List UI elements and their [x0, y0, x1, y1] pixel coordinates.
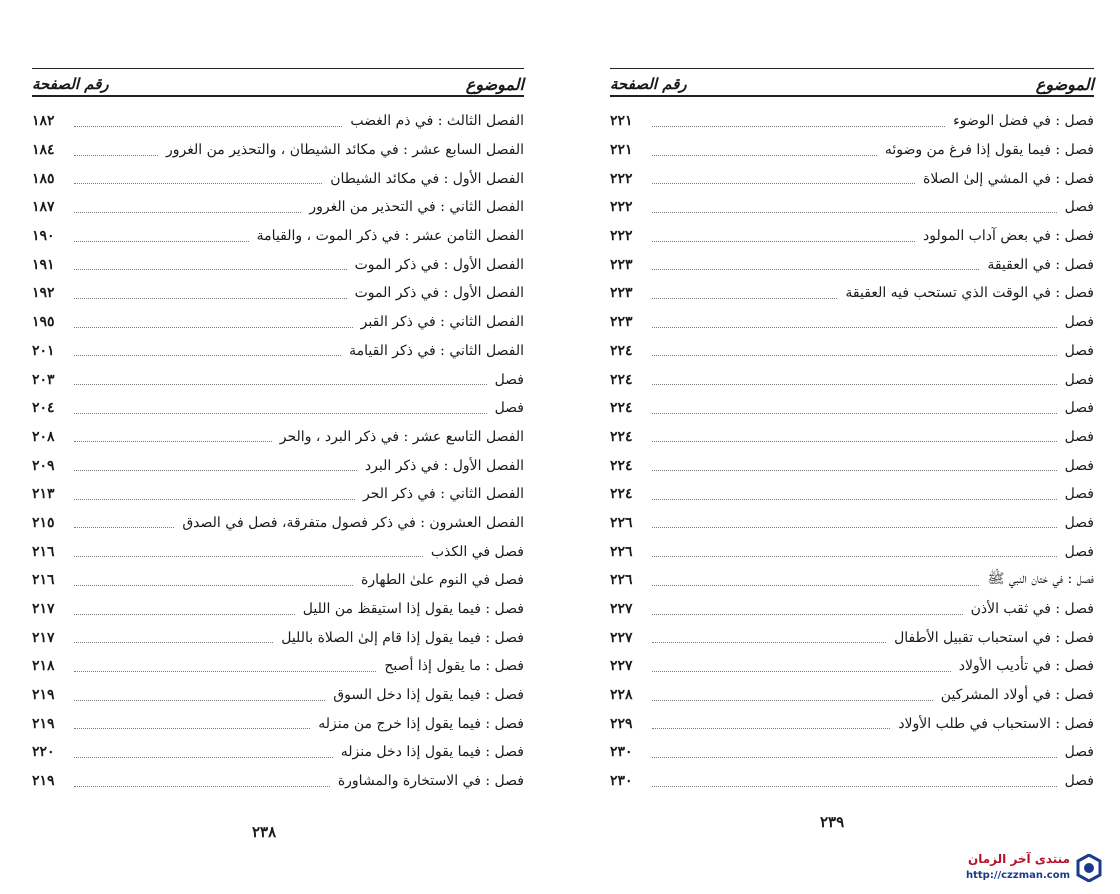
toc-entry[interactable]	[32, 509, 524, 538]
dot-leader	[74, 556, 423, 557]
toc-entry[interactable]	[610, 595, 1094, 624]
entry-page-number: ٢٢٣	[610, 256, 633, 273]
dot-leader	[652, 269, 979, 270]
toc-entry[interactable]	[32, 652, 524, 681]
dot-leader	[74, 700, 325, 701]
entry-title: فصل : ما يقول إذا أصبح	[384, 658, 524, 675]
dot-leader	[652, 413, 1057, 414]
toc-entry[interactable]	[610, 337, 1094, 366]
toc-entry[interactable]	[32, 308, 524, 337]
entry-page-number: ٢٢٢	[610, 228, 633, 245]
page-number-left: ٢٣٨	[252, 823, 277, 841]
header-page-label: رقم الصفحة	[32, 75, 109, 93]
entry-title: الفصل الأول : في ذكر الموت	[354, 285, 524, 302]
dot-leader	[74, 499, 355, 500]
toc-entry[interactable]	[32, 595, 524, 624]
entry-page-number: ٢١٥	[32, 514, 55, 531]
dot-leader	[652, 126, 945, 127]
entry-page-number: ٢٢١	[610, 142, 633, 159]
dot-leader	[74, 642, 273, 643]
entry-page-number: ٢١٩	[32, 773, 55, 790]
dot-leader	[74, 413, 487, 414]
entry-title: الفصل التاسع عشر : في ذكر البرد ، والحر	[279, 428, 524, 445]
entry-page-number: ٢١٨	[32, 658, 55, 675]
entry-page-number: ٢١٦	[32, 572, 55, 589]
toc-entry[interactable]	[32, 365, 524, 394]
toc-entry[interactable]	[32, 164, 524, 193]
dot-leader	[652, 441, 1057, 442]
toc-entry[interactable]	[610, 365, 1094, 394]
entry-title: فصل	[1064, 543, 1094, 560]
entry-title: فصل	[1064, 457, 1094, 474]
entry-title: فصل	[494, 371, 524, 388]
dot-leader	[652, 757, 1057, 758]
toc-entry[interactable]	[32, 136, 524, 165]
dot-leader	[652, 700, 933, 701]
toc-entry[interactable]	[32, 537, 524, 566]
entry-page-number: ٢٢٤	[610, 486, 633, 503]
entry-page-number: ٢٢٤	[610, 400, 633, 417]
entry-page-number: ١٩٢	[32, 285, 55, 302]
dot-leader	[74, 527, 174, 528]
forum-watermark[interactable]	[948, 851, 1108, 887]
header-topic-label: الموضوع	[465, 75, 524, 94]
entry-page-number: ١٨٢	[32, 113, 55, 130]
entry-title: فصل : في ثقب الأذن	[970, 601, 1094, 618]
entry-page-number: ١٨٤	[32, 142, 55, 159]
dot-leader	[74, 126, 342, 127]
entry-title: فصل : فيما يقول إذا دخل منزله	[340, 744, 524, 761]
dot-leader	[74, 355, 341, 356]
entry-page-number: ٢٠٩	[32, 457, 55, 474]
dot-leader	[652, 384, 1057, 385]
toc-entry[interactable]	[32, 767, 524, 796]
entry-page-number: ١٨٧	[32, 199, 55, 216]
entry-page-number: ٢٢٢	[610, 170, 633, 187]
entry-page-number: ٢١٩	[32, 715, 55, 732]
entry-title: فصل : فيما يقول إذا دخل السوق	[333, 687, 524, 704]
entry-title: فصل	[1064, 400, 1094, 417]
entry-page-number: ١٩١	[32, 256, 55, 273]
forum-logo-icon	[1076, 854, 1102, 882]
entry-page-number: ٢١٦	[32, 543, 55, 560]
entry-title: فصل	[1064, 371, 1094, 388]
entry-page-number: ١٨٥	[32, 170, 55, 187]
entry-title: فصل : في تأديب الأولاد	[958, 658, 1094, 675]
entry-title: فصل : في المشي إلىٰ الصلاة	[923, 170, 1094, 187]
entry-page-number: ٢٢١	[610, 113, 633, 130]
entry-title: فصل	[1064, 744, 1094, 761]
entry-title: الفصل السابع عشر : في مكائد الشيطان ، والتحذير من الغرور	[165, 142, 524, 159]
toc-entry[interactable]	[610, 451, 1094, 480]
header-top-rule	[32, 68, 524, 69]
dot-leader	[652, 470, 1057, 471]
entry-title: فصل : فيما يقول إذا استيقظ من الليل	[302, 601, 524, 618]
entry-title: فصل : في أولاد المشركين	[940, 687, 1094, 704]
dot-leader	[74, 384, 487, 385]
entry-page-number: ٢٢٣	[610, 285, 633, 302]
entry-title: فصل : في فضل الوضوء	[953, 113, 1094, 130]
entry-title: فصل	[1064, 314, 1094, 331]
header-page-label: رقم الصفحة	[610, 75, 687, 93]
entry-page-number: ٢٢٤	[610, 457, 633, 474]
entry-title: فصل : في الاستخارة والمشاورة	[337, 773, 524, 790]
toc-entries	[610, 107, 1094, 796]
toc-entry[interactable]	[610, 623, 1094, 652]
toc-entry[interactable]	[32, 480, 524, 509]
entry-title: فصل : في العقيقة	[987, 256, 1094, 273]
toc-entry[interactable]	[610, 164, 1094, 193]
toc-entry[interactable]	[610, 193, 1094, 222]
dot-leader	[74, 614, 295, 615]
entry-title: الفصل الأول : في ذكر البرد	[364, 457, 524, 474]
entry-title: فصل : فيما يقول إذا خرج من منزله	[318, 715, 524, 732]
toc-entry[interactable]	[610, 652, 1094, 681]
dot-leader	[652, 298, 837, 299]
entry-title: فصل	[1064, 199, 1094, 216]
dot-leader	[74, 470, 357, 471]
dot-leader	[652, 527, 1057, 528]
toc-entry[interactable]	[32, 337, 524, 366]
toc-entry[interactable]	[32, 107, 524, 136]
entry-page-number: ٢١٩	[32, 687, 55, 704]
dot-leader	[74, 212, 301, 213]
entry-title: الفصل الأول : في مكائد الشيطان	[330, 170, 524, 187]
toc-entry[interactable]	[32, 566, 524, 595]
dot-leader	[652, 355, 1057, 356]
entry-page-number: ٢٢٧	[610, 601, 633, 618]
toc-entry[interactable]	[610, 537, 1094, 566]
toc-entry[interactable]	[610, 738, 1094, 767]
toc-entry[interactable]	[610, 107, 1094, 136]
entry-page-number: ٢٢٤	[610, 342, 633, 359]
entry-page-number: ٢٢٤	[610, 371, 633, 388]
dot-leader	[74, 786, 330, 787]
entry-title: فصل : في استحباب تقبيل الأطفال	[894, 629, 1094, 646]
forum-url[interactable]: http://czzman.com	[965, 870, 1070, 881]
toc-entries	[32, 107, 524, 796]
dot-leader	[74, 757, 333, 758]
entry-page-number: ٢١٧	[32, 629, 55, 646]
dot-leader	[652, 556, 1057, 557]
dot-leader	[652, 212, 1057, 213]
toc-entry[interactable]	[610, 394, 1094, 423]
entry-page-number: ٢٣٠	[610, 744, 633, 761]
entry-page-number: ٢٢٧	[610, 658, 633, 675]
entry-title: الفصل الثاني : في ذكر القيامة	[349, 342, 524, 359]
entry-page-number: ٢٢٨	[610, 687, 633, 704]
entry-page-number: ٢٠٣	[32, 371, 55, 388]
dot-leader	[74, 728, 310, 729]
entry-title: فصل	[1064, 773, 1094, 790]
dot-leader	[74, 155, 158, 156]
entry-title: فصل	[1064, 428, 1094, 445]
entry-page-number: ٢٢٧	[610, 629, 633, 646]
toc-entry[interactable]	[32, 681, 524, 710]
dot-leader	[652, 671, 951, 672]
dot-leader	[652, 327, 1057, 328]
entry-page-number: ٢٢٦	[610, 543, 633, 560]
entry-title: فصل : في بعض آداب المولود	[923, 228, 1094, 245]
toc-entry[interactable]	[32, 279, 524, 308]
dot-leader	[652, 183, 915, 184]
entry-title: فصل	[1064, 514, 1094, 531]
toc-entry[interactable]	[32, 451, 524, 480]
entry-page-number: ٢٢٤	[610, 428, 633, 445]
entry-page-number: ٢٢٠	[32, 744, 55, 761]
dot-leader	[652, 241, 915, 242]
left-page	[32, 68, 524, 796]
toc-entry[interactable]	[610, 767, 1094, 796]
toc-entry[interactable]	[32, 738, 524, 767]
entry-title: فصل : الاستحباب في طلب الأولاد	[898, 715, 1094, 732]
entry-page-number: ٢٢٩	[610, 715, 633, 732]
entry-title: الفصل الثالث : في ذم الغضب	[350, 113, 524, 130]
entry-page-number: ٢٠٤	[32, 400, 55, 417]
entry-title: الفصل الثاني : في التحذير من الغرور	[309, 199, 524, 216]
entry-title: فصل	[1064, 342, 1094, 359]
entry-title: فصل في الكذب	[430, 543, 524, 560]
dot-leader	[652, 499, 1057, 500]
entry-title: فصل : في الوقت الذي تستحب فيه العقيقة	[845, 285, 1094, 302]
dot-leader	[652, 642, 886, 643]
entry-title: فصل في النوم علىٰ الطهارة	[361, 572, 524, 589]
entry-page-number: ٢٠١	[32, 342, 55, 359]
toc-entry[interactable]	[610, 709, 1094, 738]
entry-page-number: ٢٣٠	[610, 773, 633, 790]
entry-page-number: ١٩٥	[32, 314, 55, 331]
entry-title: الفصل الأول : في ذكر الموت	[354, 256, 524, 273]
toc-entry[interactable]	[610, 423, 1094, 452]
dot-leader	[652, 728, 890, 729]
entry-title: الفصل الثاني : في ذكر القبر	[360, 314, 524, 331]
entry-page-number: ٢١٧	[32, 601, 55, 618]
toc-header	[610, 71, 1094, 97]
toc-entry[interactable]	[610, 136, 1094, 165]
toc-entry[interactable]	[610, 566, 1094, 595]
entry-title: فصل	[494, 400, 524, 417]
entry-page-number: ٢٠٨	[32, 428, 55, 445]
dot-leader	[74, 327, 353, 328]
entry-page-number: ٢٢٦	[610, 514, 633, 531]
entry-page-number: ٢٢٣	[610, 314, 633, 331]
toc-entry[interactable]	[610, 250, 1094, 279]
entry-title: فصل : فيما يقول إذا قام إلىٰ الصلاة بالليل	[281, 629, 524, 646]
dot-leader	[74, 241, 249, 242]
toc-entry[interactable]	[32, 193, 524, 222]
toc-entry[interactable]	[32, 423, 524, 452]
entry-title: الفصل الثاني : في ذكر الحر	[362, 486, 524, 503]
toc-entry[interactable]	[32, 222, 524, 251]
dot-leader	[74, 298, 347, 299]
entry-title: فصل : في ختان النبي ﷺ	[987, 571, 1094, 588]
page-number-right: ٢٣٩	[820, 813, 845, 831]
entry-title: فصل	[1064, 486, 1094, 503]
dot-leader	[652, 614, 963, 615]
dot-leader	[74, 585, 353, 586]
dot-leader	[652, 585, 979, 586]
entry-page-number: ٢١٣	[32, 486, 55, 503]
dot-leader	[652, 155, 877, 156]
entry-page-number: ٢٢٢	[610, 199, 633, 216]
dot-leader	[74, 269, 347, 270]
toc-header	[32, 71, 524, 97]
right-page	[610, 68, 1094, 796]
entry-page-number: ١٩٠	[32, 228, 55, 245]
dot-leader	[74, 671, 376, 672]
toc-entry[interactable]	[32, 394, 524, 423]
toc-entry[interactable]	[610, 222, 1094, 251]
toc-entry[interactable]	[610, 308, 1094, 337]
toc-entry[interactable]	[610, 480, 1094, 509]
dot-leader	[74, 441, 272, 442]
toc-entry[interactable]	[610, 279, 1094, 308]
entry-title: الفصل العشرون : في ذكر فصول متفرقة، فصل في الصدق	[182, 514, 524, 531]
forum-name: منتدى آخر الزمان	[968, 852, 1070, 866]
toc-entry[interactable]	[610, 509, 1094, 538]
header-top-rule	[610, 68, 1094, 69]
toc-entry[interactable]	[32, 250, 524, 279]
header-topic-label: الموضوع	[1035, 75, 1094, 94]
dot-leader	[652, 786, 1057, 787]
entry-title: الفصل الثامن عشر : في ذكر الموت ، والقيامة	[256, 228, 524, 245]
dot-leader	[74, 183, 322, 184]
toc-entry[interactable]	[32, 709, 524, 738]
toc-entry[interactable]	[610, 681, 1094, 710]
entry-title: فصل : فيما يقول إذا فرغ من وضوئه	[884, 142, 1094, 159]
entry-page-number: ٢٢٦	[610, 572, 633, 589]
toc-entry[interactable]	[32, 623, 524, 652]
